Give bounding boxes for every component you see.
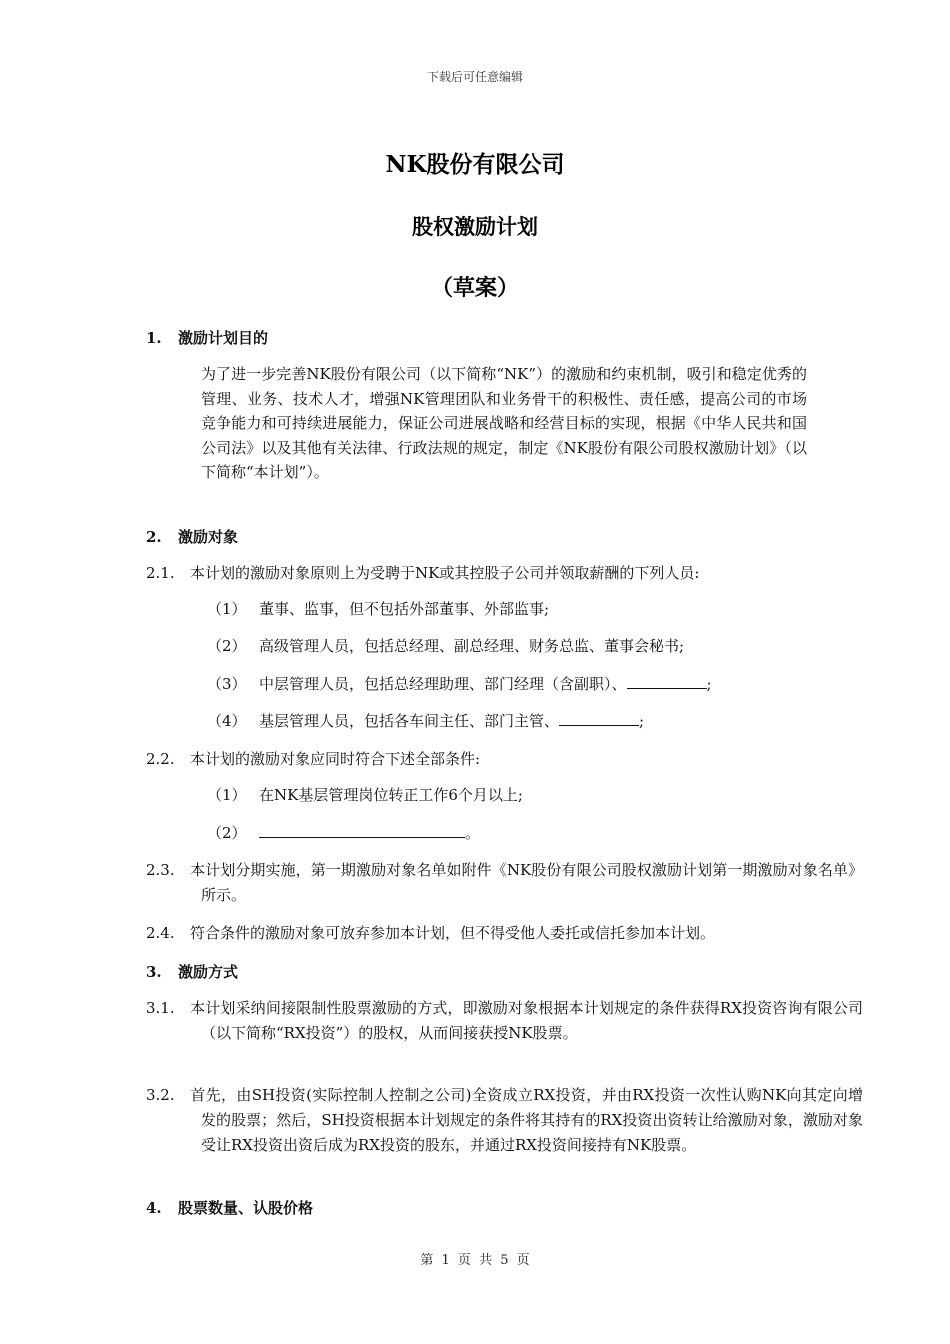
clause-2-2	[146, 747, 808, 772]
header-note: 下载后可任意编辑	[426, 70, 523, 84]
section-number: 2.	[146, 528, 162, 546]
clause-number: 3.2.	[146, 1086, 175, 1104]
sub-item-end: ;	[706, 675, 712, 693]
clause-text: 本计划的激励对象应同时符合下述全部条件:	[190, 750, 481, 768]
clause-text: 本计划的激励对象原则上为受聘于NK或其控股子公司并领取薪酬的下列人员:	[190, 564, 700, 582]
sub-item-text: 中层管理人员，包括总经理助理、部门经理（含副职）、	[259, 675, 627, 693]
section-3-heading	[146, 961, 238, 982]
sub-item-end: ;	[639, 712, 645, 730]
section-1-heading	[146, 327, 268, 348]
sub-item-number: （1）	[207, 786, 247, 804]
clause-number: 2.1.	[146, 564, 175, 582]
sub-item	[207, 635, 684, 657]
section-1-paragraph: 为了进一步完善NK股份有限公司（以下简称“NK”）的激励和约束机制，吸引和稳定优秀的管理、业务、技术人才，增强NK管理团队和业务骨干的积极性、责任感，提高公司的市场竞争能力和可持续进展能力，保证公司进展战略和经营目标的实现，根据《中华人民共和国公司法》以及其他有关法律、行政法规的规定，制定《NK股份有限公司股权激励计划》（以下简称“本计划”）。	[201, 365, 807, 481]
company-title: NK股份有限公司	[385, 151, 565, 178]
sub-item	[207, 598, 549, 620]
plan-title: 股权激励计划	[412, 214, 538, 239]
sub-item-number: （2）	[207, 824, 247, 842]
sub-item	[207, 710, 644, 732]
clause-2-4	[146, 921, 808, 946]
sub-item	[207, 784, 523, 806]
section-number: 4.	[146, 1199, 162, 1217]
clause-text: 符合条件的激励对象可放弃参加本计划，但不得受他人委托或信托参加本计划。	[190, 924, 716, 942]
clause-number: 2.2.	[146, 750, 175, 768]
section-2-heading	[146, 526, 238, 547]
fill-in-blank[interactable]	[559, 710, 639, 726]
sub-item-number: （2）	[207, 637, 247, 655]
clause-number: 2.4.	[146, 924, 175, 942]
sub-item-text: 董事、监事，但不包括外部董事、外部监事;	[259, 600, 550, 618]
clause-text: 本计划分期实施，第一期激励对象名单如附件《NK股份有限公司股权激励计划第一期激励对象名单》所示。	[190, 861, 863, 904]
clause-3-2	[146, 1083, 863, 1158]
sub-item-text: 基层管理人员，包括各车间主任、部门主管、	[259, 712, 560, 730]
sub-item-number: （4）	[207, 712, 247, 730]
clause-number: 2.3.	[146, 861, 175, 879]
section-number: 1.	[146, 329, 162, 347]
sub-item-number: （3）	[207, 675, 247, 693]
clause-2-3	[146, 858, 863, 908]
section-title: 激励对象	[178, 528, 239, 546]
clause-text: 本计划采纳间接限制性股票激励的方式，即激励对象根据本计划规定的条件获得RX投资咨询有限公司（以下简称“RX投资”）的股权，从而间接获授NK股票。	[190, 999, 863, 1042]
clause-text: 首先，由SH投资(实际控制人控制之公司)全资成立RX投资，并由RX投资一次性认购NK向其定向增发的股票；然后，SH投资根据本计划规定的条件将其持有的RX投资出资转让给激励对象，激励对象受让RX投资出资后成为RX投资的股东，并通过RX投资间接持有NK股票。	[190, 1086, 863, 1154]
clause-3-1	[146, 996, 863, 1046]
sub-item-number: （1）	[207, 600, 247, 618]
clause-number: 3.1.	[146, 999, 175, 1017]
fill-in-blank[interactable]	[627, 673, 707, 689]
section-number: 3.	[146, 963, 162, 981]
page-footer: 第 1 页 共 5 页	[420, 1253, 530, 1268]
clause-2-1	[146, 561, 808, 586]
sub-item-end: 。	[465, 824, 481, 842]
sub-item-text: 在NK基层管理岗位转正工作6个月以上;	[259, 786, 523, 804]
section-title: 激励计划目的	[178, 329, 269, 347]
section-4-heading	[146, 1197, 313, 1218]
fill-in-blank[interactable]	[259, 822, 465, 838]
section-title: 激励方式	[178, 963, 239, 981]
sub-item	[207, 822, 480, 844]
draft-title: （草案）	[430, 275, 519, 301]
sub-item-text: 高级管理人员，包括总经理、副总经理、财务总监、董事会秘书;	[259, 637, 685, 655]
section-title: 股票数量、认股价格	[178, 1199, 314, 1217]
sub-item	[207, 673, 712, 695]
